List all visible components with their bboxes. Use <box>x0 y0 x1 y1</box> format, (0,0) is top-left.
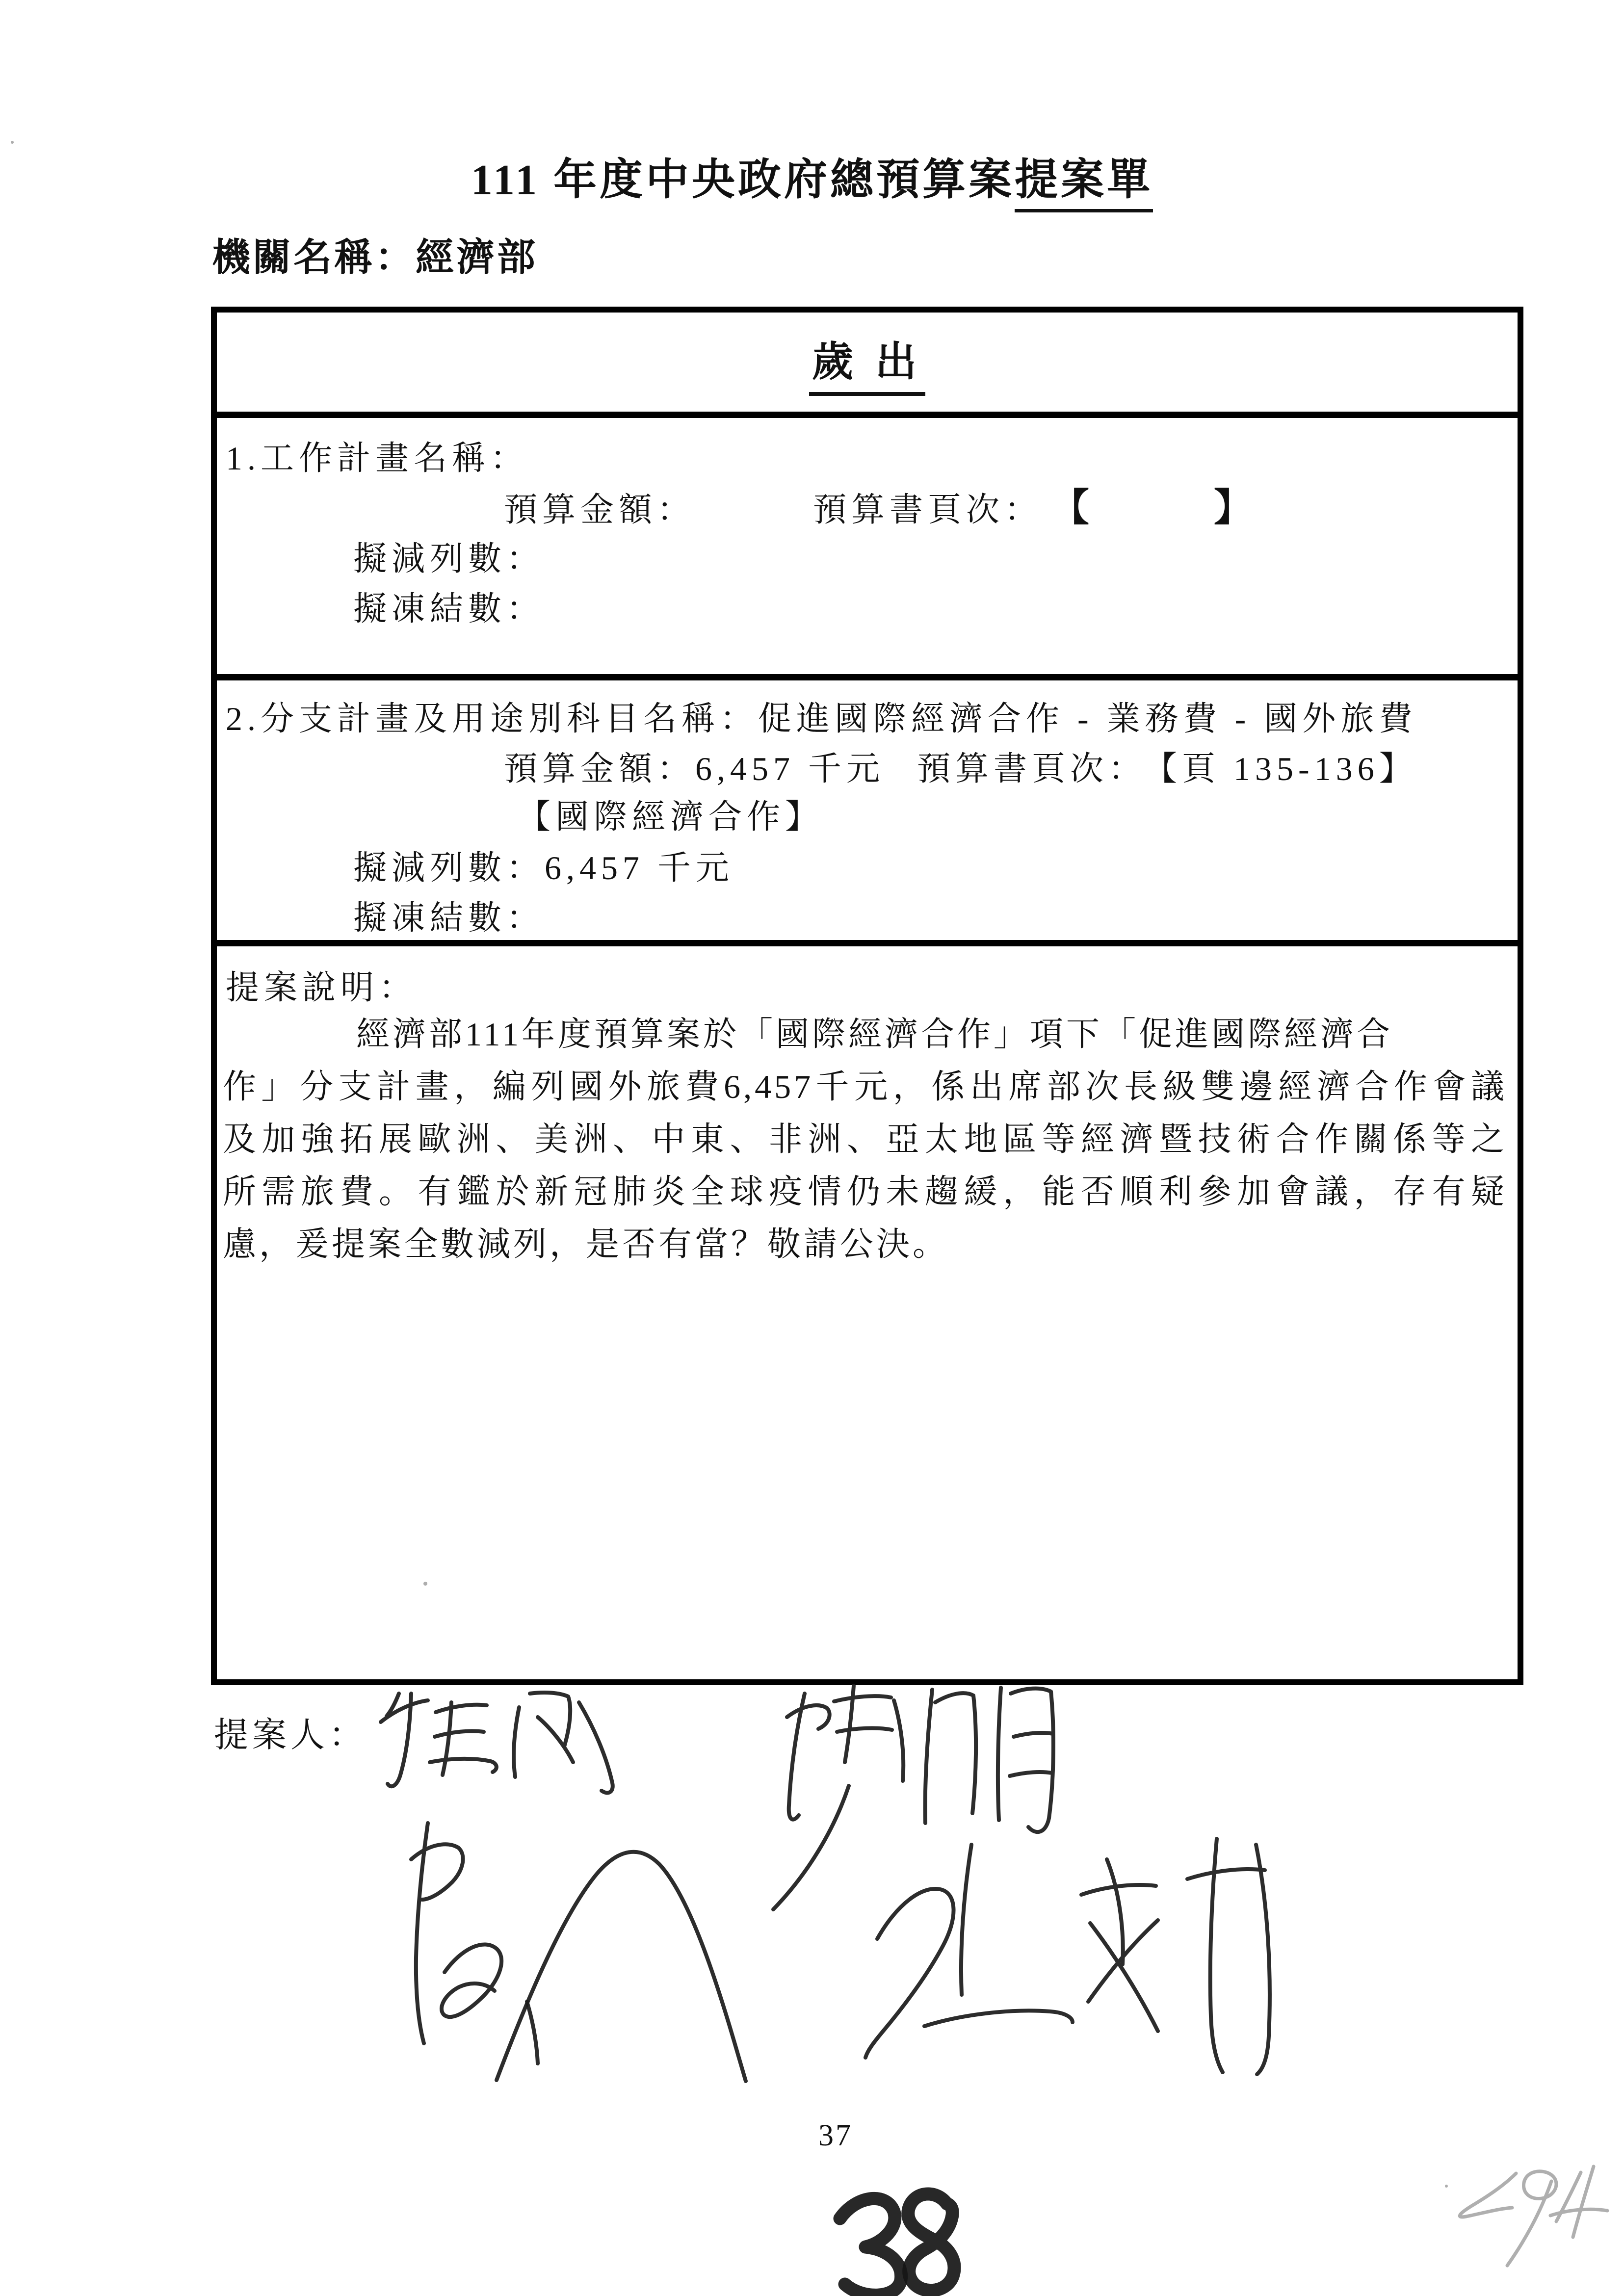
section1-bracket-open: 【 <box>1051 486 1095 529</box>
section2-pageref-label: 預算書頁次： <box>917 750 1147 787</box>
paragraph-line: 經濟部111年度預算案於「國際經濟合作」項下「促進國際經濟合 <box>356 1016 1393 1053</box>
budget-table <box>211 307 1523 1685</box>
scan-speck <box>1445 2185 1448 2188</box>
proposal-explanation-label: 提案說明： <box>226 969 418 1006</box>
paragraph-line: 慮，爰提案全數減列，是否有當？敬請公決。 <box>223 1226 949 1263</box>
section1-freeze-label: 擬凍結數： <box>353 590 545 627</box>
signature-3 <box>411 1823 746 2081</box>
section2-cut-label: 擬減列數： <box>353 849 545 887</box>
section1-budget-label: 預算金額： <box>504 491 696 528</box>
section2-pageref-value: 【頁 135-136】 <box>1160 750 1417 787</box>
section2-item-label: 2.分支計畫及用途別科目名稱：促進國際經濟合作 - 業務費 - 國外旅費 <box>226 700 1417 737</box>
printed-page-number: 37 <box>818 2119 853 2152</box>
proposal-explanation-paragraph <box>223 1008 1507 1271</box>
signature-2 <box>773 1686 1053 1909</box>
section2-cut-line <box>353 841 734 889</box>
section1-pageref-label: 預算書頁次： <box>813 491 1043 528</box>
paragraph-line: 及加強拓展歐洲、美洲、中東、非洲、亞太地區等經濟暨技術合作關係等之 <box>223 1121 1507 1158</box>
table-header-row <box>217 313 1518 418</box>
section1-item-label: 1.工作計畫名稱： <box>226 440 529 477</box>
section-2-row <box>217 680 1518 946</box>
section-3-row <box>217 946 1518 1658</box>
section2-freeze-label: 擬凍結數： <box>353 899 545 937</box>
paragraph-line: 所需旅費。有鑑於新冠肺炎全球疫情仍未趨緩，能否順利參加會議，存有疑 <box>223 1173 1507 1210</box>
section2-cut-value: 6,457 千元 <box>545 849 734 887</box>
table-header-title: 歲 出 <box>809 329 925 396</box>
signature-4 <box>865 1839 1270 2074</box>
page-title-underlined: 提案單 <box>1015 157 1153 212</box>
proposer-label: 提案人： <box>214 1717 367 1754</box>
page-title <box>0 145 1624 207</box>
section-1-row <box>217 418 1518 680</box>
section2-budget-label: 預算金額： <box>504 750 696 787</box>
page-title-main: 111 年度中央政府總預算案 <box>471 157 1015 204</box>
agency-value: 經濟部 <box>416 236 538 279</box>
agency-label: 機關名稱： <box>212 236 416 279</box>
handwritten-corner-number <box>1460 2166 1607 2266</box>
scan-speck <box>11 141 14 144</box>
section2-program-tag: 【國際經濟合作】 <box>517 798 824 835</box>
agency-line <box>212 227 538 282</box>
paragraph-line: 作」分支計畫，編列國外旅費6,457千元，係出席部次長級雙邊經濟合作會議 <box>223 1068 1507 1105</box>
section2-budget-value: 6,457 千元 <box>695 750 885 787</box>
section1-cut-label: 擬減列數： <box>353 540 545 577</box>
signature-1 <box>381 1693 613 1793</box>
section2-budget-line <box>504 742 1417 790</box>
handwritten-page-number <box>840 2194 954 2295</box>
section1-bracket-close: 】 <box>1214 486 1257 529</box>
